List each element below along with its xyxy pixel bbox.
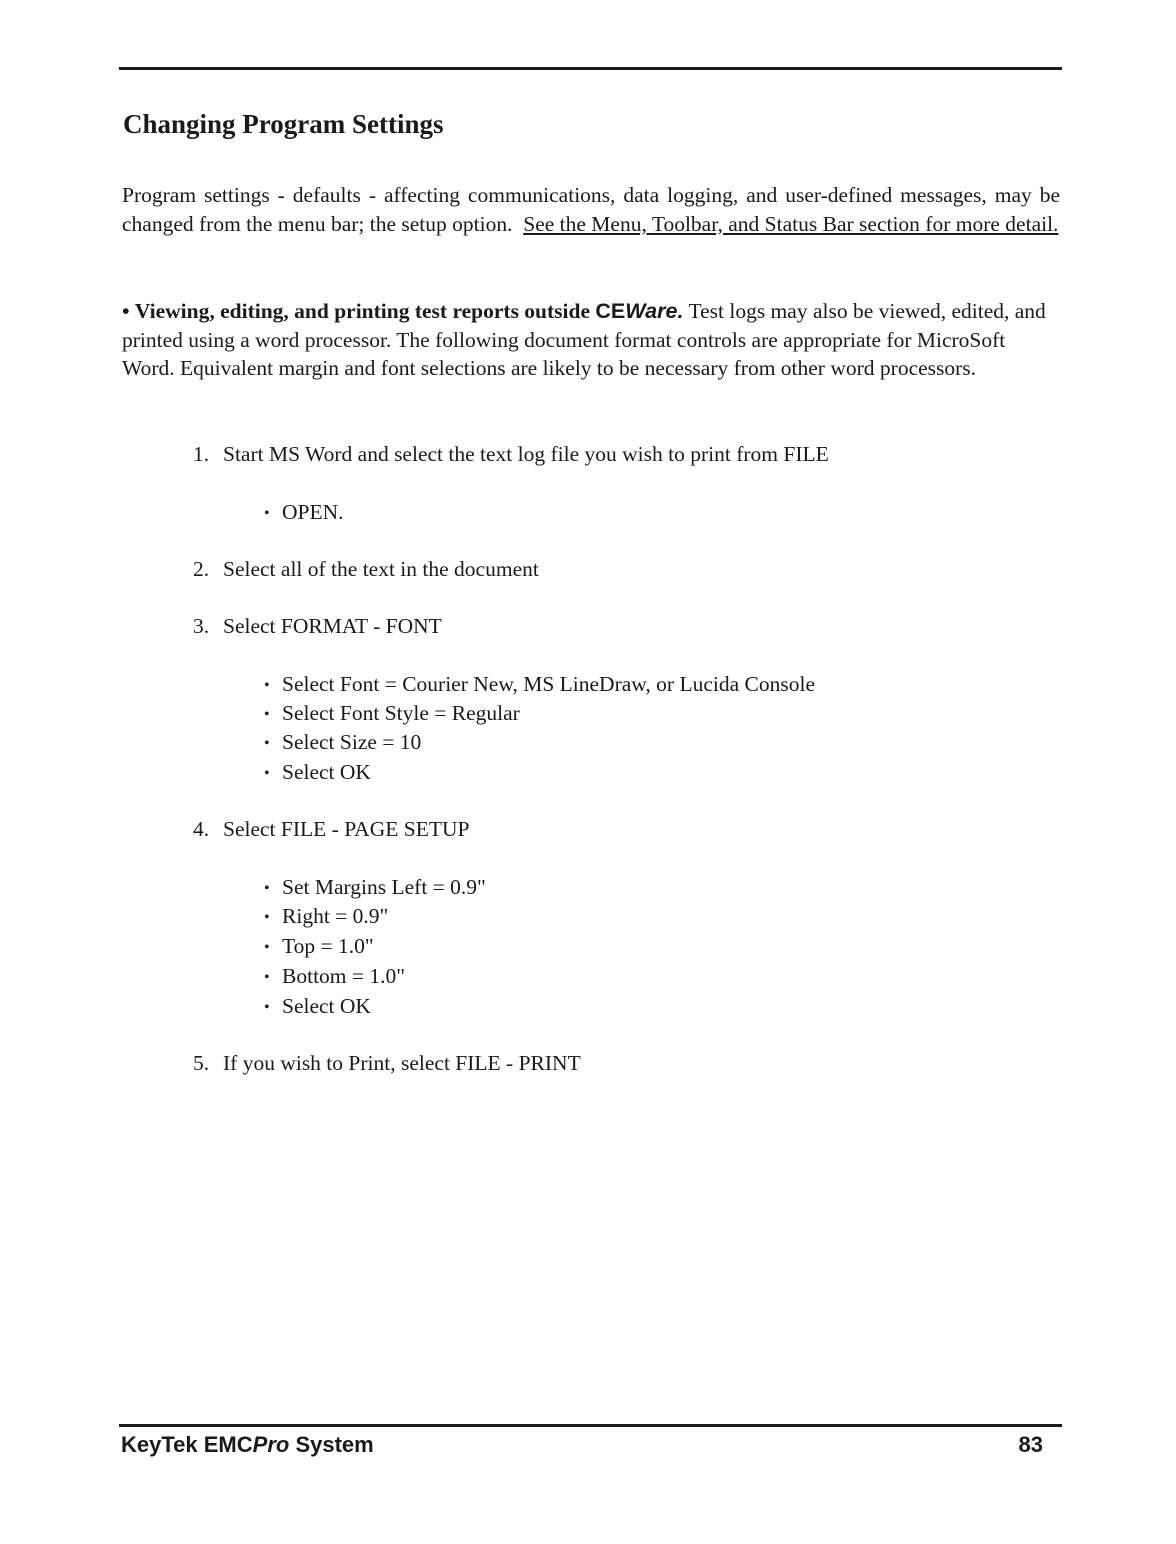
bullet-text: Select OK <box>282 760 371 784</box>
step-text: Start MS Word and select the text log file you wish to print from FILE <box>223 442 829 466</box>
step-number: 3. <box>193 614 210 638</box>
step-3-bullet-2 <box>264 699 520 729</box>
page-number: 83 <box>1018 1432 1043 1457</box>
footer-brand <box>121 1431 374 1459</box>
bullet-icon: • <box>264 939 270 956</box>
step-4-bullet-3 <box>264 932 374 962</box>
intro-paragraph <box>122 181 1060 238</box>
step-4-bullet-1 <box>264 873 486 903</box>
step-1-bullet-1 <box>264 498 344 528</box>
step-text: If you wish to Print, select FILE - PRINT <box>223 1051 581 1075</box>
bullet-text: Select Font Style = Regular <box>282 701 520 725</box>
brand-ware: Ware. <box>625 299 684 323</box>
footer-brand-prefix: KeyTek EMC <box>121 1432 253 1457</box>
bullet-icon: • <box>264 999 270 1016</box>
bullet-icon: • <box>264 505 270 522</box>
viewing-bullet: • <box>122 299 130 323</box>
step-3-bullet-1 <box>264 670 815 700</box>
step-number: 4. <box>193 817 210 841</box>
step-number: 5. <box>193 1051 210 1075</box>
bullet-text: Select OK <box>282 994 371 1018</box>
bullet-icon: • <box>264 880 270 897</box>
step-number: 2. <box>193 557 210 581</box>
bullet-text: Right = 0.9" <box>282 904 389 928</box>
bullet-icon: • <box>264 909 270 926</box>
bullet-icon: • <box>264 969 270 986</box>
bullet-text: Select Size = 10 <box>282 730 422 754</box>
step-text: Select FORMAT - FONT <box>223 614 442 638</box>
bullet-text: Set Margins Left = 0.9" <box>282 875 486 899</box>
viewing-lead: Viewing, editing, and printing test reports outside <box>134 299 591 323</box>
step-number: 1. <box>193 442 210 466</box>
top-rule <box>119 67 1062 70</box>
step-text: Select FILE - PAGE SETUP <box>223 817 470 841</box>
bullet-text: Bottom = 1.0" <box>282 964 406 988</box>
viewing-body: Test logs may also be viewed, edited, and printed using a word processor. The following document format controls are appropriate for MicroSoft Word. Equivalent margin and font selections are likely to be necessary from other word processors. <box>122 299 1046 380</box>
step-4 <box>193 815 469 843</box>
step-5 <box>193 1049 581 1077</box>
step-3-bullet-3 <box>264 728 421 758</box>
footer-brand-suffix: System <box>289 1432 374 1457</box>
step-3-bullet-4 <box>264 758 371 788</box>
bottom-rule <box>119 1424 1062 1427</box>
step-4-bullet-2 <box>264 902 388 932</box>
step-4-bullet-4 <box>264 962 405 992</box>
footer-brand-italic: Pro <box>252 1432 290 1457</box>
intro-text: Program settings - defaults - affecting communications, data logging, and user-defined messages, may be changed from the menu bar; the setup option. <box>122 183 1060 236</box>
step-4-bullet-5 <box>264 992 371 1022</box>
bullet-text: Select Font = Courier New, MS LineDraw, or Lucida Console <box>282 672 815 696</box>
bullet-icon: • <box>264 706 270 723</box>
page-heading: Changing Program Settings <box>123 109 444 139</box>
step-1 <box>193 440 829 468</box>
step-3 <box>193 612 442 640</box>
brand-ce: CE <box>595 299 626 323</box>
step-2 <box>193 555 539 583</box>
step-text: Select all of the text in the document <box>223 557 539 581</box>
bullet-icon: • <box>264 735 270 752</box>
section-reference-link[interactable]: See the Menu, Toolbar, and Status Bar section for more detail. <box>523 211 1059 236</box>
bullet-text: Top = 1.0" <box>282 934 374 958</box>
bullet-icon: • <box>264 677 270 694</box>
bullet-icon: • <box>264 765 270 782</box>
bullet-text: OPEN. <box>282 500 344 524</box>
viewing-paragraph <box>122 297 1060 383</box>
